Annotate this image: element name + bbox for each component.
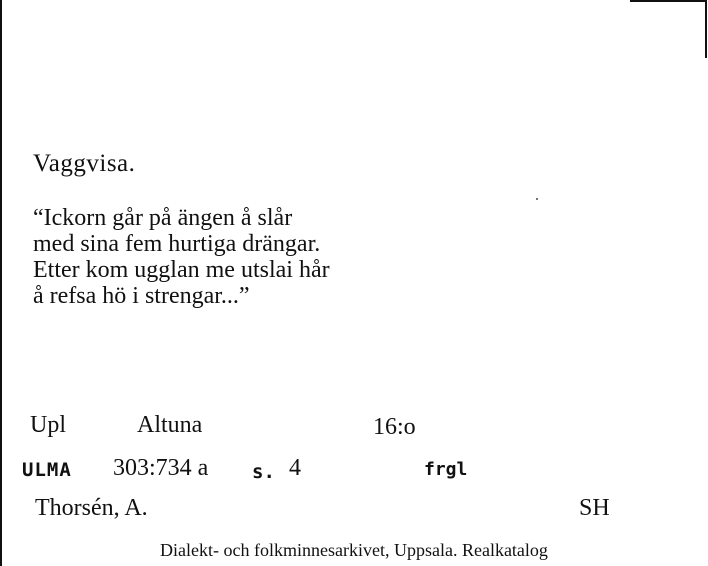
archive-footer: Dialekt- och folkminnesarkivet, Uppsala. Realkatalog <box>160 540 548 560</box>
page-number: 4 <box>289 455 301 481</box>
recorder-code: frgl <box>424 459 468 480</box>
collector-initials: SH <box>579 495 610 521</box>
verse-line: “Ickorn går på ängen å slår <box>33 205 293 231</box>
archive-number: 303:734 a <box>113 455 209 481</box>
card-title: Vaggvisa. <box>33 150 136 177</box>
archive-label: ULMA <box>22 459 72 481</box>
verse-line: å refsa hö i strengar...” <box>33 283 250 309</box>
collector-name: Thorsén, A. <box>35 495 148 521</box>
location-code: 16:o <box>373 414 416 440</box>
paper-speck <box>536 198 538 200</box>
parish: Altuna <box>137 412 203 438</box>
province: Upl <box>30 412 66 438</box>
card-border-top-right <box>630 0 706 2</box>
card-border-left <box>0 0 2 566</box>
page-label: s. <box>252 461 275 483</box>
verse-block <box>33 205 330 309</box>
verse-line: med sina fem hurtiga drängar. <box>33 231 321 257</box>
card-border-right <box>705 0 707 58</box>
verse-line: Etter kom ugglan me utslai hår <box>33 257 330 283</box>
